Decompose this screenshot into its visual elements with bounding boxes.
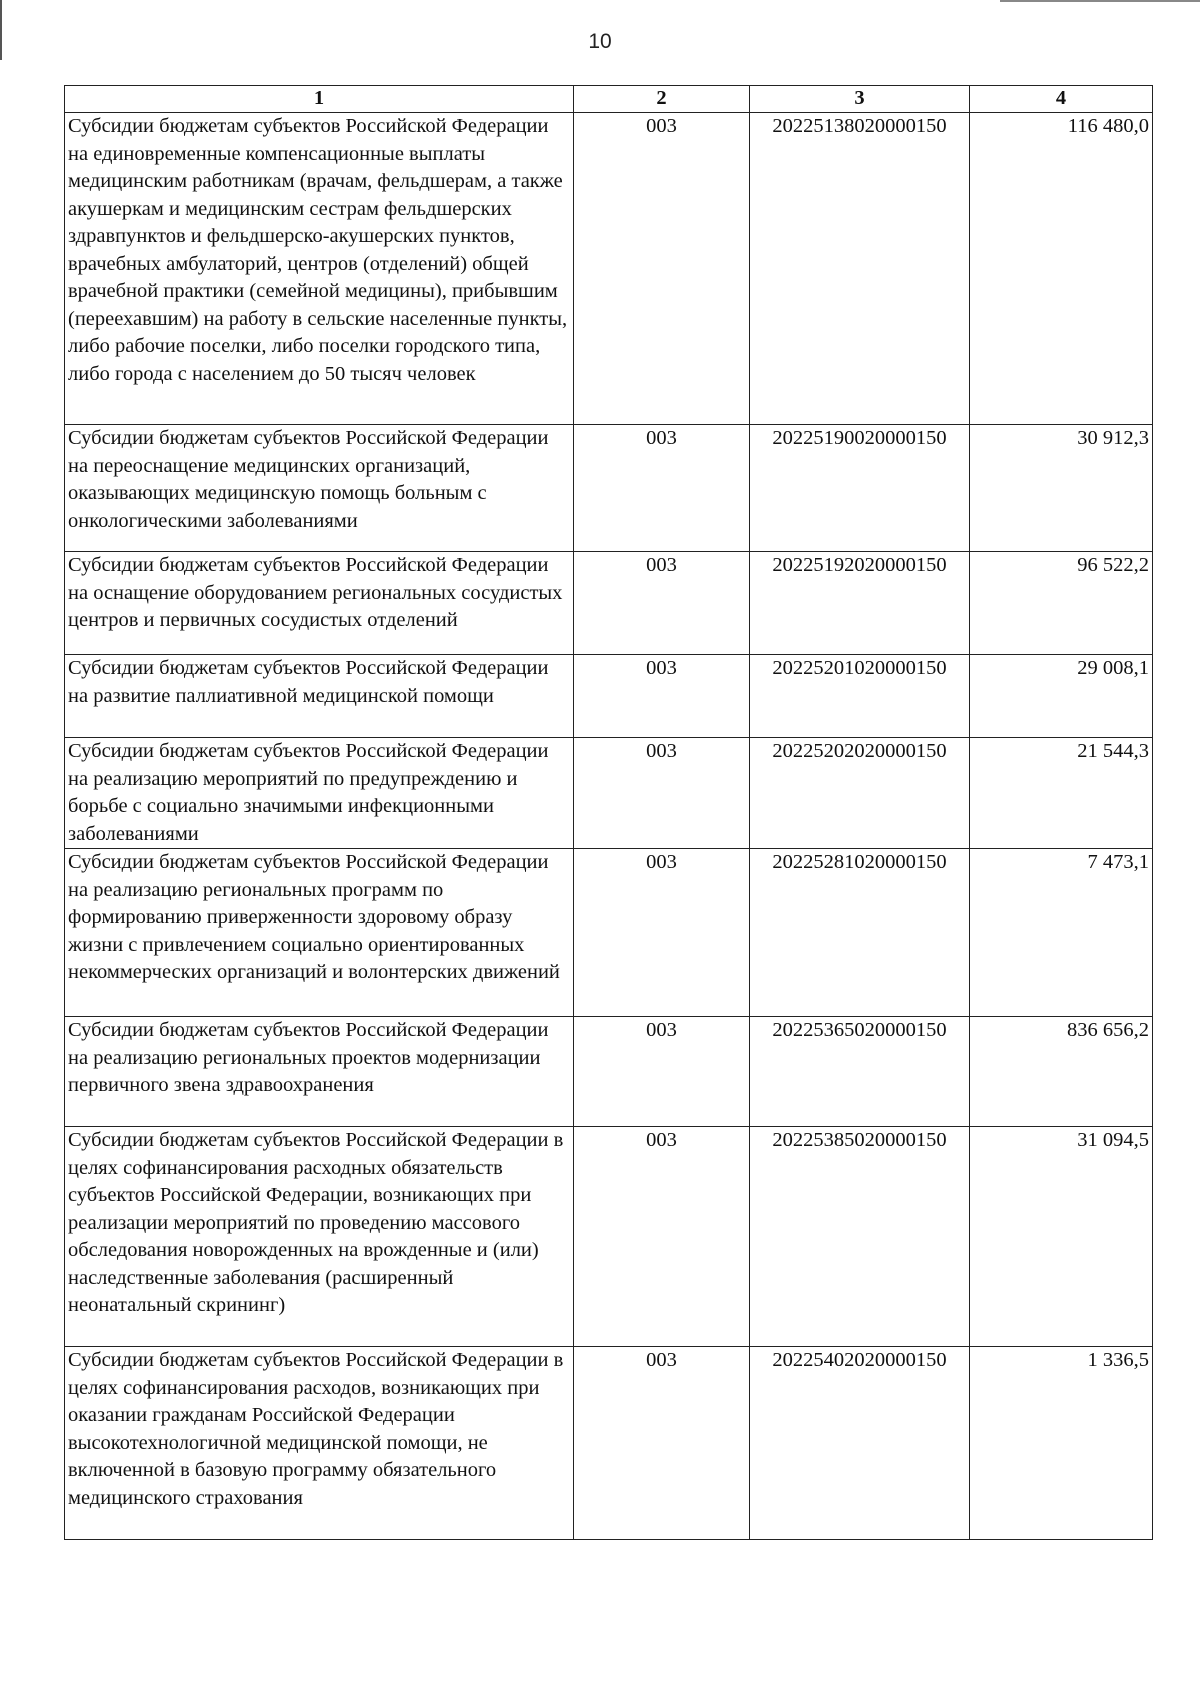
row-kbk-code: 20225365020000150	[750, 1017, 970, 1127]
table-row	[65, 1127, 1153, 1347]
table-row	[65, 113, 1153, 425]
row-description: Субсидии бюджетам субъектов Российской Федерации на единовременные компенсационные выплаты медицинским работникам (врачам, фельдшерам, а также акушеркам и медицинским сестрам фельдшерских здравпунктов и фельдшерско-акушерских пунктов, врачебных амбулаторий, центров (отделений) общей врачебной практики (семейной медицины), прибывшим (переехавшим) на работу в сельские населенные пункты, либо рабочие поселки, либо поселки городского типа, либо города с населением до 50 тысяч человек	[65, 113, 574, 425]
page-number: 10	[588, 30, 612, 53]
row-kbk-code: 20225201020000150	[750, 655, 970, 738]
row-amount: 31 094,5	[970, 1127, 1153, 1347]
header-col-4: 4	[970, 86, 1153, 113]
row-admin-code: 003	[574, 113, 750, 425]
scan-top-rule	[1000, 0, 1200, 2]
row-admin-code: 003	[574, 1127, 750, 1347]
row-description: Субсидии бюджетам субъектов Российской Федерации на оснащение оборудованием региональных сосудистых центров и первичных сосудистых отделений	[65, 552, 574, 655]
row-amount: 96 522,2	[970, 552, 1153, 655]
row-amount: 30 912,3	[970, 425, 1153, 552]
header-col-3: 3	[750, 86, 970, 113]
row-admin-code: 003	[574, 1347, 750, 1540]
header-col-2: 2	[574, 86, 750, 113]
row-amount: 116 480,0	[970, 113, 1153, 425]
row-admin-code: 003	[574, 425, 750, 552]
row-description: Субсидии бюджетам субъектов Российской Федерации в целях софинансирования расходных обязательств субъектов Российской Федерации, возникающих при реализации мероприятий по проведению массового обследования новорожденных на врожденные и (или) наследственные заболевания (расширенный неонатальный скрининг)	[65, 1127, 574, 1347]
row-kbk-code: 20225385020000150	[750, 1127, 970, 1347]
row-kbk-code: 20225190020000150	[750, 425, 970, 552]
table-row	[65, 552, 1153, 655]
row-description: Субсидии бюджетам субъектов Российской Федерации на реализацию мероприятий по предупреждению и борьбе с социально значимыми инфекционными заболеваниями	[65, 738, 574, 849]
row-amount: 1 336,5	[970, 1347, 1153, 1540]
row-admin-code: 003	[574, 552, 750, 655]
header-col-1: 1	[65, 86, 574, 113]
row-description: Субсидии бюджетам субъектов Российской Федерации в целях софинансирования расходов, возникающих при оказании гражданам Российской Федерации высокотехнологичной медицинской помощи, не включенной в базовую программу обязательного медицинского страхования	[65, 1347, 574, 1540]
row-admin-code: 003	[574, 849, 750, 1017]
row-amount: 21 544,3	[970, 738, 1153, 849]
row-kbk-code: 20225281020000150	[750, 849, 970, 1017]
row-amount: 836 656,2	[970, 1017, 1153, 1127]
row-kbk-code: 20225202020000150	[750, 738, 970, 849]
row-amount: 29 008,1	[970, 655, 1153, 738]
row-description: Субсидии бюджетам субъектов Российской Федерации на реализацию региональных программ по формированию приверженности здоровому образу жизни с привлечением социально ориентированных некоммерческих организаций и волонтерских движений	[65, 849, 574, 1017]
table-row	[65, 655, 1153, 738]
header-row	[65, 86, 1153, 113]
row-description: Субсидии бюджетам субъектов Российской Федерации на переоснащение медицинских организаций, оказывающих медицинскую помощь больным с онкологическими заболеваниями	[65, 425, 574, 552]
row-admin-code: 003	[574, 1017, 750, 1127]
table-row	[65, 849, 1153, 1017]
row-amount: 7 473,1	[970, 849, 1153, 1017]
row-admin-code: 003	[574, 738, 750, 849]
row-admin-code: 003	[574, 655, 750, 738]
row-kbk-code: 20225192020000150	[750, 552, 970, 655]
row-description: Субсидии бюджетам субъектов Российской Федерации на развитие паллиативной медицинской помощи	[65, 655, 574, 738]
row-description: Субсидии бюджетам субъектов Российской Федерации на реализацию региональных проектов модернизации первичного звена здравоохранения	[65, 1017, 574, 1127]
budget-table	[64, 85, 1153, 1540]
table-row	[65, 425, 1153, 552]
row-kbk-code: 20225138020000150	[750, 113, 970, 425]
row-kbk-code: 20225402020000150	[750, 1347, 970, 1540]
table-row	[65, 738, 1153, 849]
table-row	[65, 1347, 1153, 1540]
table-row	[65, 1017, 1153, 1127]
